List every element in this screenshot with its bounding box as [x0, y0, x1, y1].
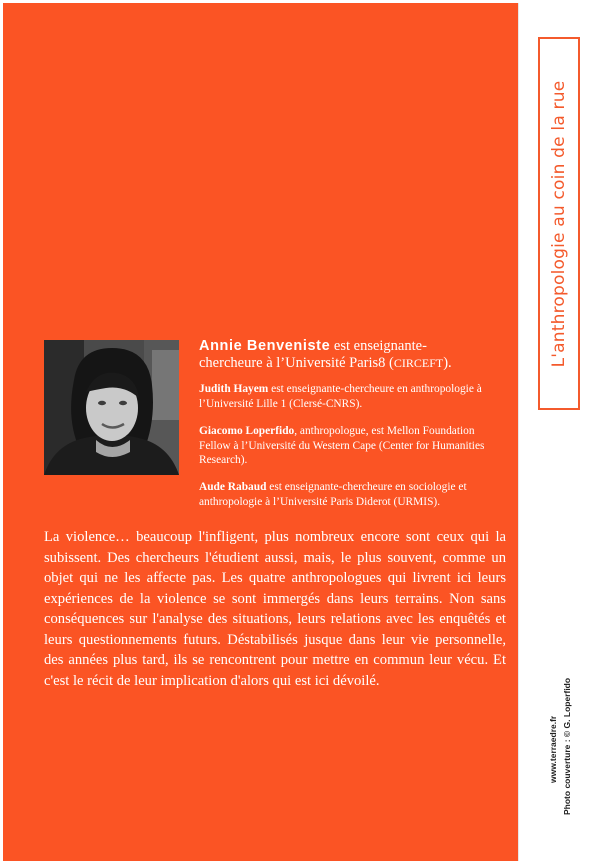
main-author-bio: [199, 338, 499, 372]
author-photo: [44, 340, 179, 475]
main-author-bio-line2: chercheure à l’Université Paris8 (: [199, 355, 394, 371]
author-portrait-image: [44, 340, 179, 475]
author-bio-text-aude: est enseignante-chercheure en sociologie et anthropologie à l’Université Paris Diderot (URMIS).: [199, 481, 467, 508]
book-blurb: La violence… beaucoup l'infligent, plus nombreux encore sont ceux qui la subissent. Des chercheurs l'étudient aussi, mais, le plus souvent, comme un objet qui ne les affecte pas. Les quatre anthropologues qui livrent ici leurs expériences de la violence se sont immergés dans leurs terrains. Non sans conséquences sur l'analyse des situations, leurs relations avec les enquêtés et leurs questionnements futurs. Déstabilisés jusque dans leur vie personnelle, des années plus tard, ils se rencontrent pour mettre en commun leur vécu. Et c'est le récit de leur implication d'alors qui est ici dévoilé.: [44, 529, 506, 689]
spine-title-box: [538, 37, 580, 410]
author-name-aude: Aude Rabaud: [199, 481, 267, 493]
website-credit: www.terraedre.fr: [548, 715, 558, 783]
main-author-affiliation: CIRCEFT: [393, 356, 444, 370]
author-bio-text-giacomo: , anthropologue, est Mellon Foundation Fellow à l’Université du Western Cape (Center for Humanities Research).: [199, 425, 485, 466]
author-bio-giacomo: [199, 424, 509, 468]
author-name-judith: Judith Hayem: [199, 383, 269, 395]
main-author-bio-end: ).: [443, 355, 452, 371]
author-bio-aude: [199, 480, 509, 509]
spine-credits: [528, 633, 586, 815]
author-bio-text-judith: est enseignante-chercheure en anthropologie à l’Université Lille 1 (Clersé-CNRS).: [199, 383, 482, 410]
main-author-name: Annie Benveniste: [199, 338, 331, 354]
spine-title: L'anthropologie au coin de la rue: [549, 80, 569, 367]
main-author-bio-line1: est enseignante-: [330, 338, 427, 354]
author-name-giacomo: Giacomo Loperfido: [199, 425, 295, 437]
author-bio-judith: [199, 382, 509, 411]
photo-credit: Photo couverture : © G. Loperfido: [562, 677, 572, 815]
